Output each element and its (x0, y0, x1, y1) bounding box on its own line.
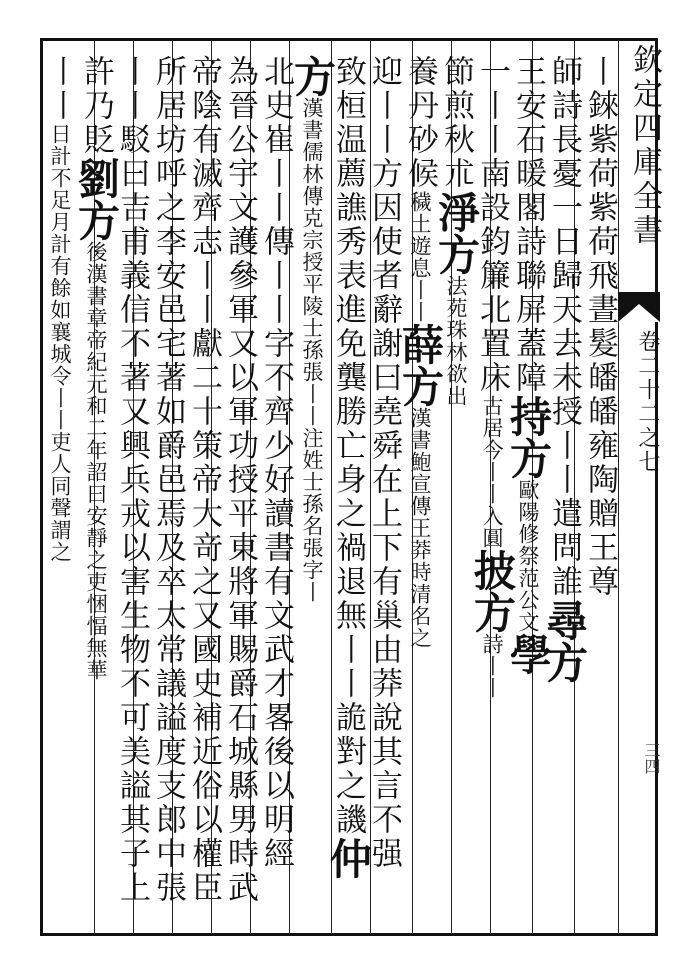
volume-label: 卷二十二之七 (635, 330, 660, 474)
text-run: 所居坊呼之李安邑宅著如爵邑焉及卒太常議謚度支郎中張 (150, 55, 186, 905)
text-run: 致桓温薦譙秀表進免龔勝亡身之禍退無丨丨詭對之譏 (330, 55, 366, 837)
text-column (40, 55, 80, 563)
text-column (184, 55, 224, 905)
book-title: 欽定四庫全書 (627, 44, 662, 248)
text-run: 迎丨丨方因使者辭謝曰堯舜在上下有巢由莽說其言不强 (366, 55, 402, 871)
text-run: 養丹砂候 (402, 55, 438, 191)
entry-heading: 仲 (324, 837, 373, 879)
annotation-text: 漢書儒林傳克宗授平陵士孫張丨丨注姓士孫名張字丨 (300, 97, 324, 603)
annotation-text: 法苑珠林欲出 (444, 275, 468, 407)
annotation-text: 歐陽修祭范公文 (516, 479, 540, 633)
annotation-text: 古居今丨丨入圓 (480, 395, 504, 549)
entry-heading: 薛方 (396, 323, 445, 407)
text-run: 帝陰有滅齊志丨丨獻二十策帝大竒之又國史補近俗以權臣 (186, 55, 222, 905)
text-column (364, 55, 404, 871)
text-run: 丨錸紫荷紫荷飛晝髮皤皤雍陶贈王尊 (582, 55, 618, 599)
fishtail-mark-icon (618, 292, 660, 322)
text-run: 一丨丨南設鈞簾北置床 (474, 55, 510, 395)
entry-heading: 學 (504, 633, 553, 675)
header-column (618, 40, 662, 934)
text-column (220, 55, 260, 905)
text-column (148, 55, 188, 905)
text-column (72, 55, 121, 681)
entry-heading: 持方 (504, 395, 553, 479)
text-column (396, 55, 445, 649)
text-run: 許乃貶 (78, 55, 114, 157)
annotation-text: 日計不足月計有餘如襄城令丨丨吏人同聲謂之 (48, 123, 72, 563)
annotation-text: 穢土遊息丨丨 (408, 191, 432, 323)
text-run: 節煎秋朮 (438, 55, 474, 191)
text-column (256, 55, 296, 871)
text-run: 王安石暖閣詩聯屏蓋障 (510, 55, 546, 395)
annotation-text: 後漢書章帝紀元和二年詔曰安靜之吏悃愊無華 (84, 241, 108, 681)
text-column (580, 55, 620, 599)
entry-heading: 淨方 (432, 191, 481, 275)
entry-heading: 劉方 (72, 157, 121, 241)
text-column (468, 55, 517, 699)
annotation-text: 漢書鮑宣傳王莽時清名之 (408, 407, 432, 649)
text-run: 丨丨 (42, 55, 78, 123)
text-column (540, 55, 589, 683)
text-column (324, 55, 373, 879)
text-run: 師詩長憂一日歸天去未授丨丨遣問誰 (546, 55, 582, 599)
entry-heading: 尋方 (540, 599, 589, 683)
entry-heading: 方 (288, 55, 337, 97)
text-run: 為晉公宇文護參軍又以軍功授平東將軍賜爵石城縣男時武 (222, 55, 258, 905)
entry-heading: 披方 (468, 549, 517, 633)
text-run: 北史崔丨丨傳丨丨字不齊少好讀書有文武才畧後以明經 (258, 55, 294, 871)
text-column (288, 55, 337, 603)
text-run: 丨丨駁曰吉甫義信不著又興兵戎以害生物不可美謚其子上 (114, 55, 150, 905)
annotation-text: 詩丨丨 (480, 633, 504, 699)
page-number: 三四 (642, 742, 661, 774)
